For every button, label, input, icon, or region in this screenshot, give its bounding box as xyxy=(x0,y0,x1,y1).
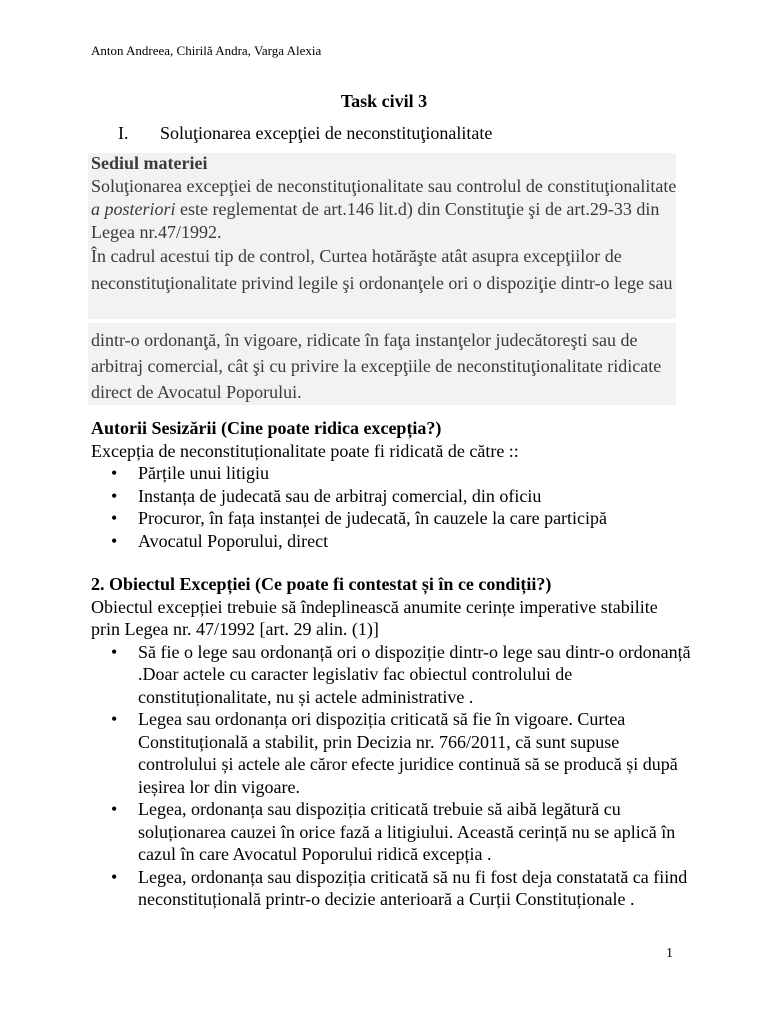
sediul-paragraph-3: dintr-o ordonanţă, în vigoare, ridicate în faţa instanţelor judecătoreşti sau de arbitraj comercial, cât şi cu privire la excepţiile de neconstituţionalitate ridicate direct de Avocatul Poporului. xyxy=(91,330,662,402)
list-item: • Să fie o lege sau ordonanță ori o dispoziție dintr-o lege sau dintr-o ordonanță .Doar actele cu caracter legislativ fac obiectul controlului de constituționalitate, nu și actele administrative . xyxy=(91,641,691,709)
sediul-paragraph-1 xyxy=(91,175,681,244)
autorii-intro: Excepția de neconstituționalitate poate fi ridicată de către :: xyxy=(91,440,519,461)
obiectul-heading: 2. Obiectul Excepției (Ce poate fi contestat și în ce condiții?) xyxy=(91,574,552,594)
obiectul-intro: Obiectul excepției trebuie să îndeplinească anumite cerințe imperative stabilite prin Legea nr. 47/1992 [art. 29 alin. (1)] xyxy=(91,596,658,639)
section-1-title: Soluţionarea excepţiei de neconstituţionalitate xyxy=(160,123,493,143)
list-item: • Legea, ordonanța sau dispoziția criticată să nu fi fost deja constatată ca fiind neconstituțională printr-o decizie anterioară a Curții Constituționale . xyxy=(91,866,691,911)
section-1-number: I. xyxy=(118,123,129,143)
obiectul-list xyxy=(91,641,691,911)
sediul-p1-text-b: este reglementat de art.146 lit.d) din Constituţie şi de art.29-33 din Legea nr.47/1992. xyxy=(91,199,660,242)
sediul-p1-text-a: Soluţionarea excepţiei de neconstituţionalitate sau controlul de constituţionalitate xyxy=(91,176,677,196)
autorii-heading: Autorii Sesizării (Cine poate ridica excepția?) xyxy=(91,418,442,438)
list-item: • Legea, ordonanța sau dispoziția criticată trebuie să aibă legătură cu soluționarea cauzei în orice fază a litigiului. Această cerință nu se aplică în cazul în care Avocatul Poporului ridică excepția . xyxy=(91,798,691,866)
sediul-materiei xyxy=(91,152,681,244)
page-number: 1 xyxy=(666,946,673,961)
list-item: • Legea sau ordonanța ori dispoziția criticată să fie în vigoare. Curtea Constituțională a stabilit, prin Decizia nr. 766/2011, că sunt supuse controlului și actele ale căror efecte juridice continuă să se producă și după ieșirea lor din vigoare. xyxy=(91,708,691,798)
autorii-section xyxy=(91,417,691,552)
autorii-list xyxy=(91,462,691,552)
document-title: Task civil 3 xyxy=(340,91,428,111)
page-header-authors: Anton Andreea, Chirilă Andra, Varga Alexia xyxy=(91,43,322,58)
sediul-heading: Sediul materiei xyxy=(91,153,208,173)
sediul-p1-italic: a posteriori xyxy=(91,199,176,219)
sediul-paragraph-2: În cadrul acestui tip de control, Curtea hotărăşte atât asupra excepţiilor de neconstituţionalitate privind legile şi ordonanţele ori o dispoziţie dintr-o lege sau xyxy=(91,246,673,293)
list-item: • Avocatul Poporului, direct xyxy=(91,530,691,553)
list-item: • Procuror, în fața instanței de judecată, în cauzele la care participă xyxy=(91,507,691,530)
obiectul-section xyxy=(91,573,691,911)
list-item: • Instanța de judecată sau de arbitraj comercial, din oficiu xyxy=(91,485,691,508)
list-item: • Părțile unui litigiu xyxy=(91,462,691,485)
section-1-heading xyxy=(118,123,492,144)
